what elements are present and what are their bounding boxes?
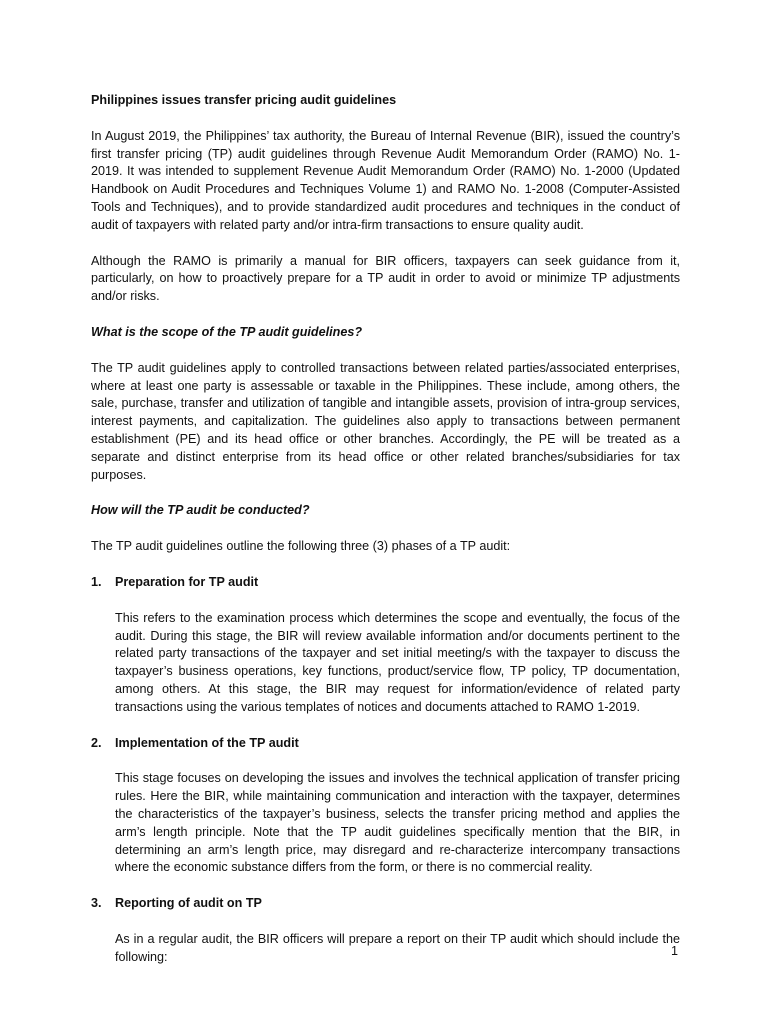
phase-title: Preparation for TP audit — [115, 574, 259, 589]
intro-paragraph: In August 2019, the Philippines’ tax authority, the Bureau of Internal Revenue (BIR), issued the country’s first transfer pricing (TP) audit guidelines through Revenue Audit Memorandum Order (RAMO) No. 1-2019. It was intended to supplement Revenue Audit Memorandum Order (RAMO) No. 1-2000 (Updated Handbook on Audit Procedures and Techniques Volume 1) and RAMO No. 1-2008 (Computer-Assisted Tools and Techniques), and to provide standardized audit procedures and techniques in the conduct of audit of taxpayers with related party and/or intra-firm transactions to ensure quality audit. — [91, 128, 680, 232]
phase-item-reporting — [91, 895, 680, 966]
phase-number: 3. — [91, 896, 102, 911]
scope-paragraph: The TP audit guidelines apply to controlled transactions between related parties/associated enterprises, where at least one party is assessable or taxable in the Philippines. These include, among others, the sale, purchase, transfer and utilization of tangible and intangible assets, provision of intra-group services, interest payments, and capitalization. The guidelines also apply to transactions between permanent establishment (PE) and its head office or other branches. Accordingly, the PE will be treated as a separate and distinct enterprise from its head office or other related branches/subsidiaries for tax purposes. — [91, 360, 680, 482]
phase-title: Implementation of the TP audit — [115, 735, 299, 750]
conduct-heading: How will the TP audit be conducted? — [91, 503, 310, 518]
phase-title: Reporting of audit on TP — [115, 896, 262, 911]
phase-number: 2. — [91, 735, 102, 750]
phase-item-implementation — [91, 735, 680, 878]
phase-body: This stage focuses on developing the issues and involves the technical application of transfer pricing rules. Here the BIR, while maintaining communication and interaction with the taxpayer, determines the characteristics of the taxpayer’s business, selects the transfer pricing method and applies the arm’s length principle. Note that the TP audit guidelines specifically mention that the BIR, in determining an arm’s length price, may disregard and re-characterize intercompany transactions where the economic substance differs from the form, or there is no commercial reality. — [115, 771, 680, 875]
phase-body: This refers to the examination process which determines the scope and eventually, the focus of the audit. During this stage, the BIR will review available information and/or documents pertinent to the related party transactions of the taxpayer and set initial meeting/s with the taxpayer to discuss the taxpayer’s business operations, key functions, product/service flow, TP policy, TP documentation, among others. At this stage, the BIR may request for information/evidence of related party transactions using the various templates of notices and documents attached to RAMO 1-2019. — [115, 610, 680, 714]
phase-item-preparation — [91, 574, 680, 717]
scope-heading: What is the scope of the TP audit guidelines? — [91, 324, 363, 339]
guidance-paragraph: Although the RAMO is primarily a manual for BIR officers, taxpayers can seek guidance from it, particularly, on how to proactively prepare for a TP audit in order to avoid or minimize TP adjustments and/or risks. — [91, 253, 680, 304]
document-title: Philippines issues transfer pricing audit guidelines — [91, 93, 397, 107]
phase-body: As in a regular audit, the BIR officers will prepare a report on their TP audit which should include the following: — [115, 931, 680, 964]
page-number: 1 — [670, 944, 678, 958]
phase-number: 1. — [91, 574, 102, 589]
phases-intro: The TP audit guidelines outline the following three (3) phases of a TP audit: — [91, 539, 511, 554]
